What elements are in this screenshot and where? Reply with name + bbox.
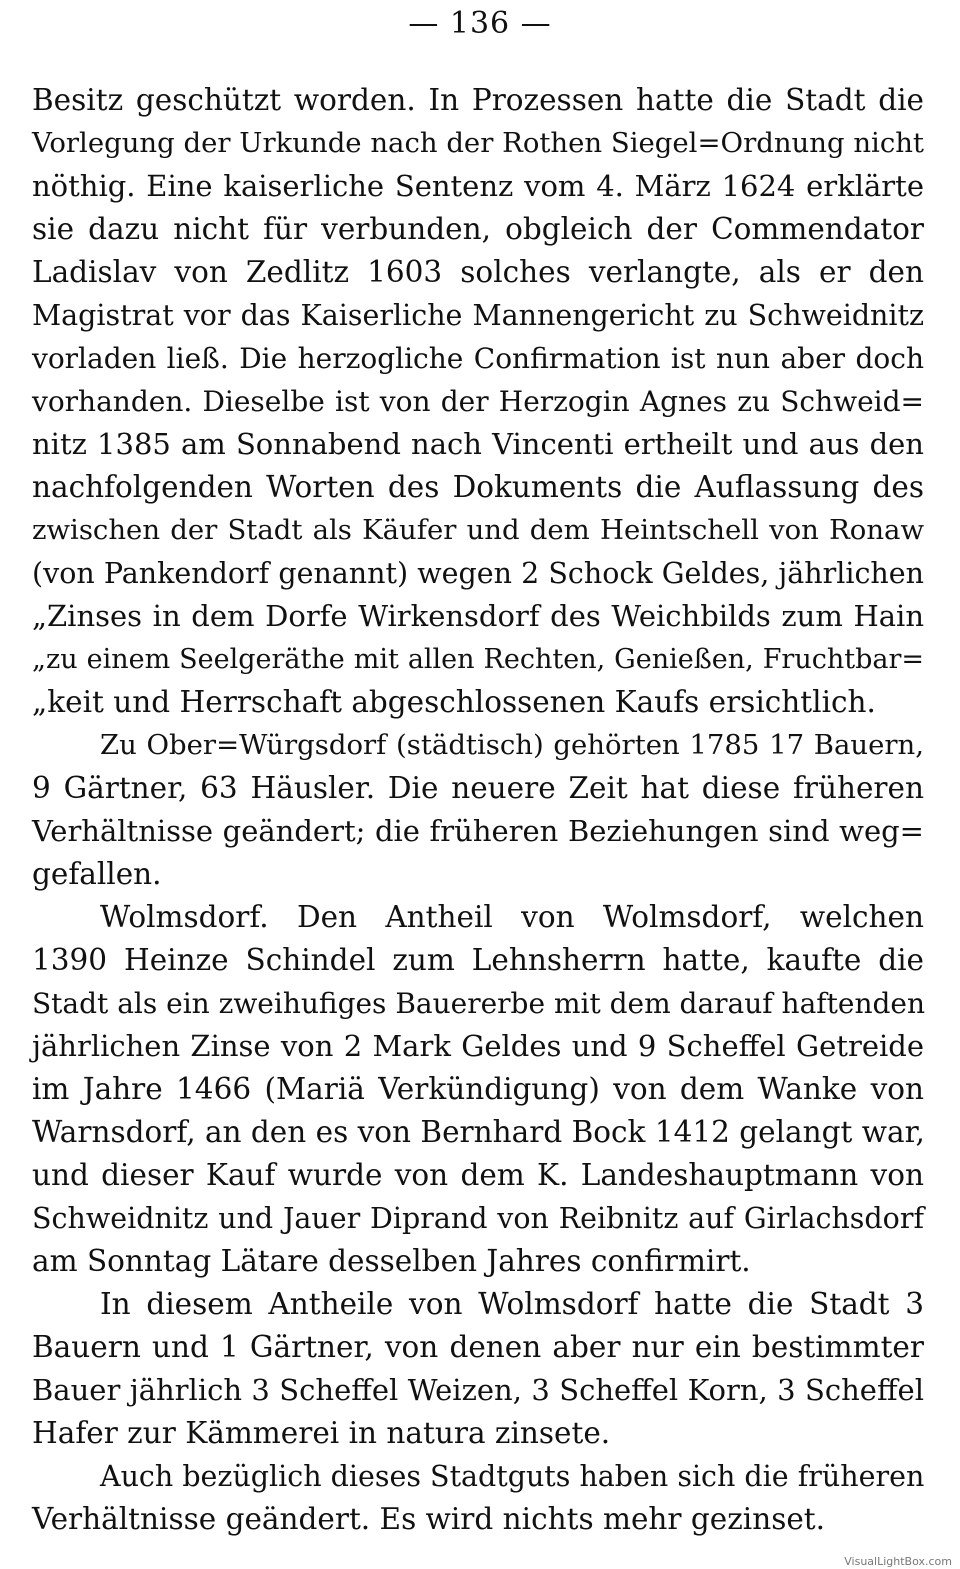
page-number: — 136 — <box>408 6 552 41</box>
text-line: sie dazu nicht für verbunden, obgleich der Commendator <box>32 212 924 246</box>
paragraph <box>32 896 924 1283</box>
watermark: VisualLightBox.com <box>844 1555 952 1568</box>
text-line: (von Pankendorf genannt) wegen 2 Schock Geldes, jährlichen <box>32 557 924 590</box>
paragraph <box>32 1283 924 1455</box>
text-line: 1390 Heinze Schindel zum Lehnsherrn hatte, kaufte die <box>32 943 924 977</box>
paragraph <box>32 1455 924 1541</box>
text-line: 9 Gärtner, 63 Häusler. Die neuere Zeit hat diese früheren <box>32 771 924 805</box>
text-line: gefallen. <box>32 857 162 891</box>
text-line: Bauer jährlich 3 Scheffel Weizen, 3 Scheffel Korn, 3 Scheffel <box>32 1373 924 1407</box>
text-line: Zu Ober=Würgsdorf (städtisch) gehörten 1785 17 Bauern, <box>100 729 924 761</box>
text-line: Schweidnitz und Jauer Diprand von Reibnitz auf Girlachsdorf <box>32 1202 924 1235</box>
text-line: Auch bezüglich dieses Stadtguts haben sich die früheren <box>100 1460 925 1493</box>
text-line: nachfolgenden Worten des Dokuments die Auflassung des <box>32 470 924 504</box>
text-line: im Jahre 1466 (Mariä Verkündigung) von dem Wanke von <box>32 1072 924 1106</box>
text-line: am Sonntag Lätare desselben Jahres confirmirt. <box>32 1244 751 1278</box>
text-line: Magistrat vor das Kaiserliche Mannengericht zu Schweidnitz <box>32 299 924 332</box>
text-line: Verhältnisse geändert; die früheren Beziehungen sind weg= <box>32 814 924 848</box>
text-line: Bauern und 1 Gärtner, von denen aber nur ein bestimmter <box>32 1330 924 1364</box>
text-line: „Zinses in dem Dorfe Wirkensdorf des Weichbilds zum Hain <box>32 599 924 633</box>
text-line: Vorlegung der Urkunde nach der Rothen Siegel=Ordnung nicht <box>32 127 924 159</box>
text-line: Besitz geschützt worden. In Prozessen hatte die Stadt die <box>32 83 924 117</box>
text-line: jährlichen Zinse von 2 Mark Geldes und 9 Scheffel Getreide <box>32 1029 924 1063</box>
text-line: zwischen der Stadt als Käufer und dem Heintschell von Ronaw <box>32 514 924 546</box>
paragraph <box>32 724 924 896</box>
text-line: Stadt als ein zweihufiges Bauererbe mit dem darauf haftenden <box>32 987 926 1020</box>
text-line: Verhältnisse geändert. Es wird nichts mehr gezinset. <box>32 1502 826 1536</box>
text-line: „keit und Herrschaft abgeschlossenen Kaufs ersichtlich. <box>32 685 876 719</box>
text-line: Hafer zur Kämmerei in natura zinsete. <box>32 1416 611 1450</box>
text-line: Ladislav von Zedlitz 1603 solches verlangte, als er den <box>32 255 924 289</box>
text-line: Warnsdorf, an den es von Bernhard Bock 1412 gelangt war, <box>32 1115 925 1149</box>
text-line: „zu einem Seelgeräthe mit allen Rechten, Genießen, Fruchtbar= <box>32 644 924 675</box>
text-line: vorladen ließ. Die herzogliche Confirmation ist nun aber doch <box>32 342 924 375</box>
text-line: Wolmsdorf. Den Antheil von Wolmsdorf, welchen <box>100 900 924 934</box>
text-line: In diesem Antheile von Wolmsdorf hatte die Stadt 3 <box>100 1287 924 1321</box>
body-text <box>32 79 924 1541</box>
text-line: nöthig. Eine kaiserliche Sentenz vom 4. März 1624 erklärte <box>32 169 924 203</box>
text-line: und dieser Kauf wurde von dem K. Landeshauptmann von <box>32 1158 924 1192</box>
text-line: nitz 1385 am Sonnabend nach Vincenti ertheilt und aus den <box>32 427 924 461</box>
paragraph <box>32 79 924 724</box>
text-line: vorhanden. Dieselbe ist von der Herzogin Agnes zu Schweid= <box>32 385 924 418</box>
